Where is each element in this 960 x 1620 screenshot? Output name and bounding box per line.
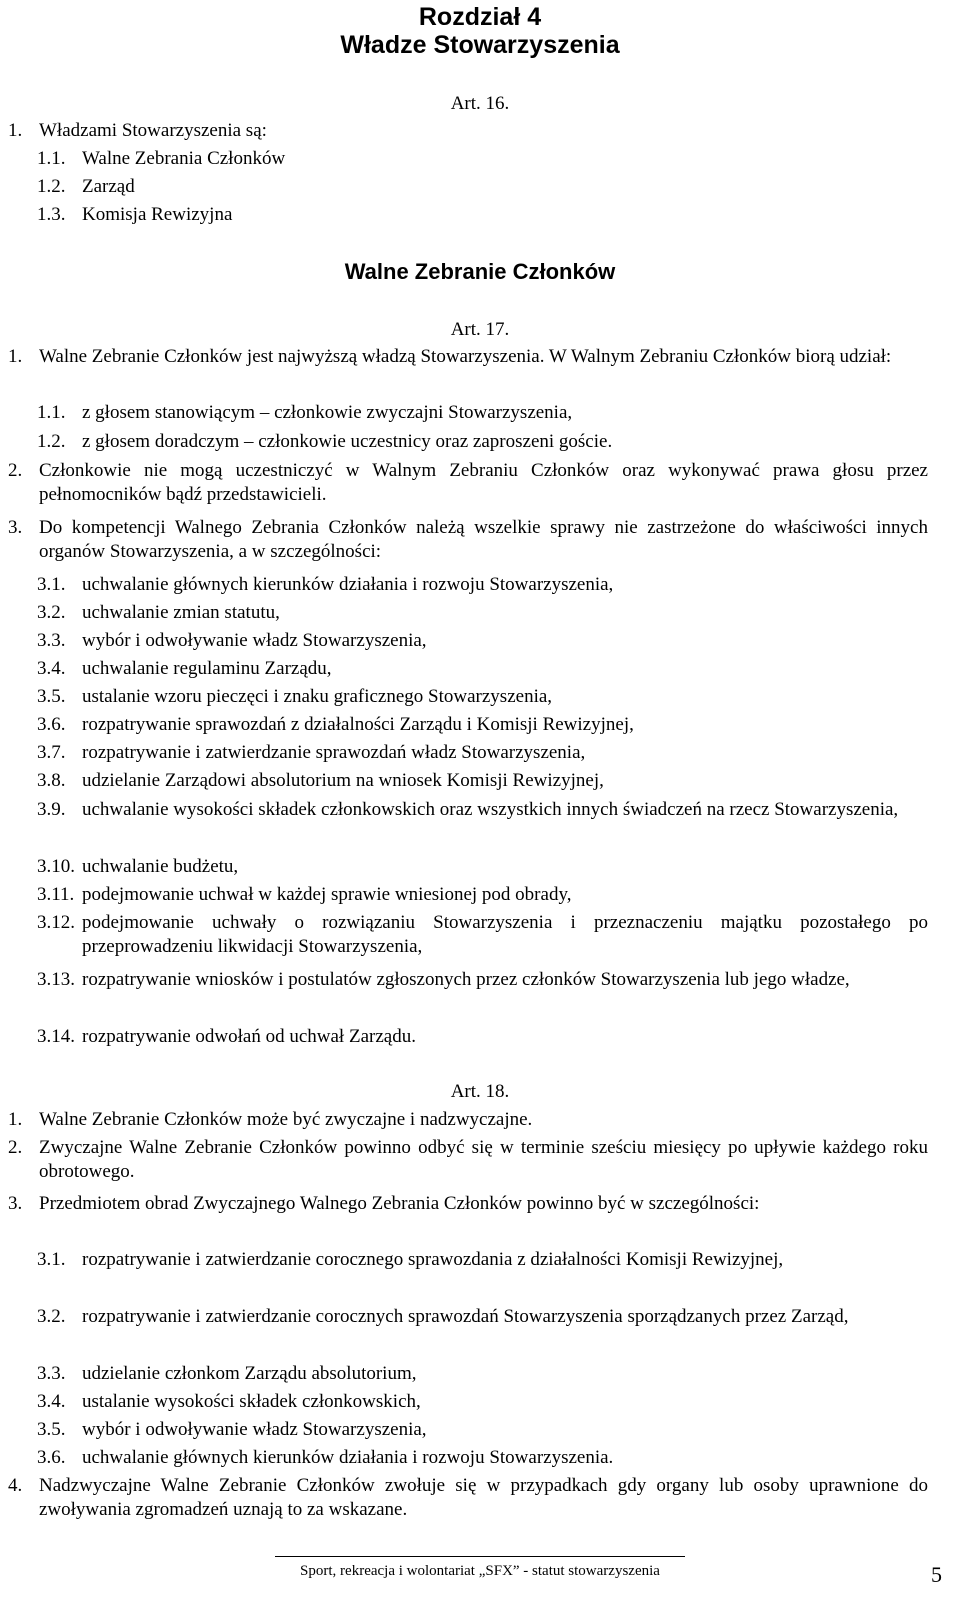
item-number: 2. [8, 460, 23, 481]
list-item [8, 1136, 928, 1184]
item-number: 3.6. [37, 1447, 66, 1468]
item-text: rozpatrywanie i zatwierdzanie sprawozdań władz Stowarzyszenia, [82, 742, 586, 763]
item-number: 3.5. [37, 686, 66, 707]
list-item [8, 516, 928, 564]
item-number: 3. [8, 1193, 23, 1214]
list-item [8, 430, 928, 454]
item-text: z głosem stanowiącym – członkowie zwyczajni Stowarzyszenia, [82, 402, 573, 423]
item-text: podejmowanie uchwały o rozwiązaniu Stowarzyszenia i przeznaczeniu majątku pozostałego po przeprowadzeniu likwidacji Stowarzyszenia, [82, 912, 928, 957]
item-text: Zwyczajne Walne Zebranie Członków powinno odbyć się w terminie sześciu miesięcy po upływie każdego roku obrotowego. [39, 1137, 928, 1182]
item-text: Do kompetencji Walnego Zebrania Członków należą wszelkie sprawy nie zastrzeżone do właściwości innych organów Stowarzyszenia, a w szczególności: [39, 517, 928, 562]
list-item [8, 629, 928, 653]
item-text: Komisja Rewizyjna [82, 204, 233, 225]
list-item [8, 175, 928, 199]
list-item [8, 147, 928, 171]
item-text: udzielanie członkom Zarządu absolutorium, [82, 1363, 417, 1384]
footer-divider [275, 1556, 685, 1557]
item-text: z głosem doradczym – członkowie uczestnicy oraz zaproszeni goście. [82, 431, 613, 452]
item-text: uchwalanie głównych kierunków działania i rozwoju Stowarzyszenia. [82, 1447, 614, 1468]
item-text: rozpatrywanie wniosków i postulatów zgłoszonych przez członków Stowarzyszenia lub jego władze, [82, 969, 850, 990]
item-number: 3.1. [37, 574, 66, 595]
item-text: uchwalanie zmian statutu, [82, 602, 280, 623]
item-number: 1.2. [37, 176, 66, 197]
item-number: 1. [8, 1109, 23, 1130]
item-number: 3.10. [37, 856, 75, 877]
list-item [8, 1025, 928, 1049]
item-text: Walne Zebranie Członków jest najwyższą władzą Stowarzyszenia. W Walnym Zebraniu Członków biorą udział: [39, 346, 892, 367]
item-number: 1.1. [37, 148, 66, 169]
item-text: uchwalanie budżetu, [82, 856, 239, 877]
list-item [8, 1446, 928, 1470]
list-item [8, 401, 928, 425]
item-text: Walne Zebrania Członków [82, 148, 286, 169]
list-item [8, 685, 928, 709]
list-item [8, 1305, 928, 1329]
list-item [8, 119, 928, 143]
item-number: 3.9. [37, 799, 66, 820]
item-number: 3.14. [37, 1026, 75, 1047]
item-text: ustalanie wysokości składek członkowskich, [82, 1391, 421, 1412]
item-text: Władzami Stowarzyszenia są: [39, 120, 267, 141]
art16-heading: Art. 16. [450, 93, 510, 114]
list-item [8, 657, 928, 681]
item-number: 3.4. [37, 1391, 66, 1412]
footer-text: Sport, rekreacja i wolontariat „SFX” - statut stowarzyszenia [300, 1563, 660, 1579]
item-number: 3.5. [37, 1419, 66, 1440]
list-item [8, 573, 928, 597]
chapter-subtitle: Władze Stowarzyszenia [340, 31, 620, 59]
item-text: uchwalanie wysokości składek członkowskich oraz wszystkich innych świadczeń na rzecz Stowarzyszenia, [82, 799, 899, 820]
art18-heading: Art. 18. [450, 1081, 510, 1102]
item-number: 3.1. [37, 1249, 66, 1270]
item-text: wybór i odwoływanie władz Stowarzyszenia, [82, 1419, 427, 1440]
item-text: udzielanie Zarządowi absolutorium na wniosek Komisji Rewizyjnej, [82, 770, 604, 791]
list-item [8, 883, 928, 907]
item-text: rozpatrywanie i zatwierdzanie corocznych sprawozdań Stowarzyszenia sporządzanych przez Zarząd, [82, 1306, 849, 1327]
list-item [8, 1418, 928, 1442]
list-item [8, 1192, 928, 1216]
list-item [8, 601, 928, 625]
item-text: Członkowie nie mogą uczestniczyć w Walnym Zebraniu Członków oraz wykonywać prawa głosu przez pełnomocników bądź przedstawicieli. [39, 460, 928, 505]
item-number: 3.11. [37, 884, 75, 905]
item-number: 1.1. [37, 402, 66, 423]
item-text: podejmowanie uchwał w każdej sprawie wniesionej pod obrady, [82, 884, 572, 905]
list-item [8, 1108, 928, 1132]
item-number: 3.8. [37, 770, 66, 791]
item-number: 3.12. [37, 912, 75, 933]
item-number: 3.7. [37, 742, 66, 763]
list-item [8, 1248, 928, 1272]
item-number: 2. [8, 1137, 23, 1158]
list-item [8, 968, 928, 992]
list-item [8, 713, 928, 737]
list-item [8, 855, 928, 879]
item-text: Nadzwyczajne Walne Zebranie Członków zwołuje się w przypadkach gdy organy lub osoby uprawnione do zwoływania zgromadzeń uznają to za wskazane. [39, 1475, 928, 1520]
item-text: Walne Zebranie Członków może być zwyczajne i nadzwyczajne. [39, 1109, 533, 1130]
list-item [8, 459, 928, 507]
item-text: rozpatrywanie odwołań od uchwał Zarządu. [82, 1026, 416, 1047]
item-number: 4. [8, 1475, 23, 1496]
list-item [8, 1474, 928, 1522]
item-text: Przedmiotem obrad Zwyczajnego Walnego Zebrania Członków powinno być w szczególności: [39, 1193, 760, 1214]
art17-heading: Art. 17. [450, 319, 510, 340]
item-text: uchwalanie głównych kierunków działania i rozwoju Stowarzyszenia, [82, 574, 614, 595]
list-item [8, 911, 928, 959]
item-number: 1. [8, 346, 23, 367]
item-number: 3.4. [37, 658, 66, 679]
list-item [8, 741, 928, 765]
item-text: ustalanie wzoru pieczęci i znaku graficznego Stowarzyszenia, [82, 686, 553, 707]
item-number: 3.13. [37, 969, 75, 990]
item-number: 3.6. [37, 714, 66, 735]
list-item [8, 345, 928, 369]
item-number: 3. [8, 517, 23, 538]
chapter-title: Rozdział 4 [418, 3, 542, 31]
item-text: rozpatrywanie i zatwierdzanie corocznego sprawozdania z działalności Komisji Rewizyjnej, [82, 1249, 784, 1270]
item-number: 1. [8, 120, 23, 141]
item-number: 1.3. [37, 204, 66, 225]
item-number: 3.2. [37, 1306, 66, 1327]
item-text: wybór i odwoływanie władz Stowarzyszenia, [82, 630, 427, 651]
item-text: rozpatrywanie sprawozdań z działalności Zarządu i Komisji Rewizyjnej, [82, 714, 634, 735]
item-number: 3.3. [37, 1363, 66, 1384]
list-item [8, 203, 928, 227]
item-number: 1.2. [37, 431, 66, 452]
item-number: 3.3. [37, 630, 66, 651]
list-item [8, 798, 928, 822]
list-item [8, 1390, 928, 1414]
item-number: 3.2. [37, 602, 66, 623]
item-text: uchwalanie regulaminu Zarządu, [82, 658, 332, 679]
section-title: Walne Zebranie Członków [344, 259, 616, 284]
list-item [8, 769, 928, 793]
list-item [8, 1362, 928, 1386]
page-number: 5 [931, 1562, 942, 1587]
item-text: Zarząd [82, 176, 135, 197]
